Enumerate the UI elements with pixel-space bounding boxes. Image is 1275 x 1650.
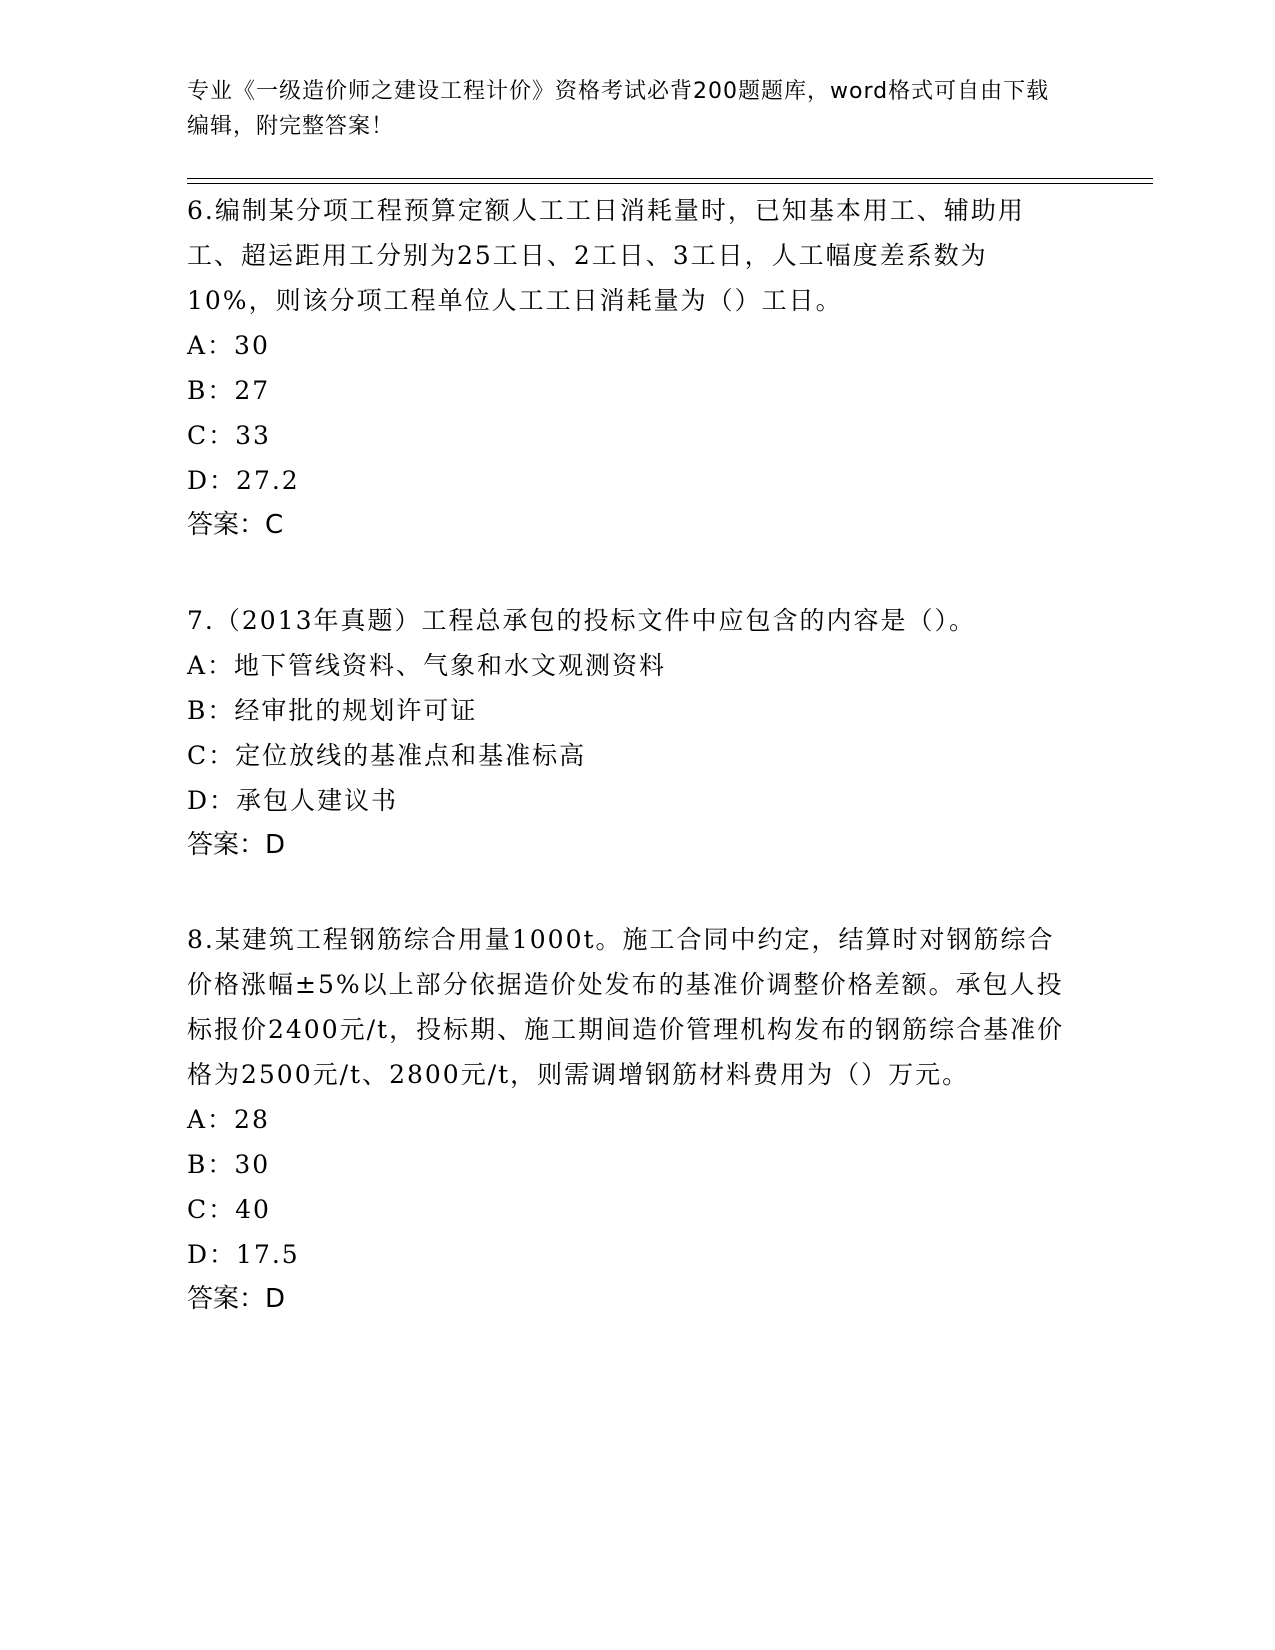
option-d: D：27.2	[187, 466, 300, 495]
option-a: A：地下管线资料、气象和水文观测资料	[187, 651, 667, 680]
question-8	[187, 917, 1067, 1322]
option-d: D：承包人建议书	[187, 786, 399, 815]
option-a: A：28	[187, 1105, 270, 1134]
option-b: B：27	[187, 376, 271, 405]
option-c: C：定位放线的基准点和基准标高	[187, 741, 587, 770]
question-6	[187, 188, 1067, 548]
answer-line: 答案：C	[187, 510, 284, 540]
header-divider-bottom	[187, 183, 1153, 184]
question-stem: 8.某建筑工程钢筋综合用量1000t。施工合同中约定，结算时对钢筋综合价格涨幅±5%以上部分依据造价处发布的基准价调整价格差额。承包人投标报价2400元/t，投标期、施工期间造价管理机构发布的钢筋综合基准价格为2500元/t、2800元/t，则需调增钢筋材料费用为（）万元。	[187, 925, 1065, 1089]
question-stem: 7.（2013年真题）工程总承包的投标文件中应包含的内容是（）。	[187, 606, 976, 635]
option-a: A：30	[187, 331, 270, 360]
header-divider-top	[187, 178, 1153, 179]
question-stem: 6.编制某分项工程预算定额人工工日消耗量时，已知基本用工、辅助用工、超运距用工分别为25工日、2工日、3工日，人工幅度差系数为10%，则该分项工程单位人工工日消耗量为（）工日。	[187, 196, 1025, 315]
answer-line: 答案：D	[187, 830, 286, 860]
question-7	[187, 598, 1067, 868]
answer-line: 答案：D	[187, 1284, 286, 1314]
option-c: C：40	[187, 1195, 271, 1224]
option-b: B：30	[187, 1150, 271, 1179]
option-d: D：17.5	[187, 1240, 300, 1269]
option-b: B：经审批的规划许可证	[187, 696, 478, 725]
document-header: 专业《一级造价师之建设工程计价》资格考试必背200题题库，word格式可自由下载编辑，附完整答案！	[187, 79, 1050, 139]
option-c: C：33	[187, 421, 271, 450]
